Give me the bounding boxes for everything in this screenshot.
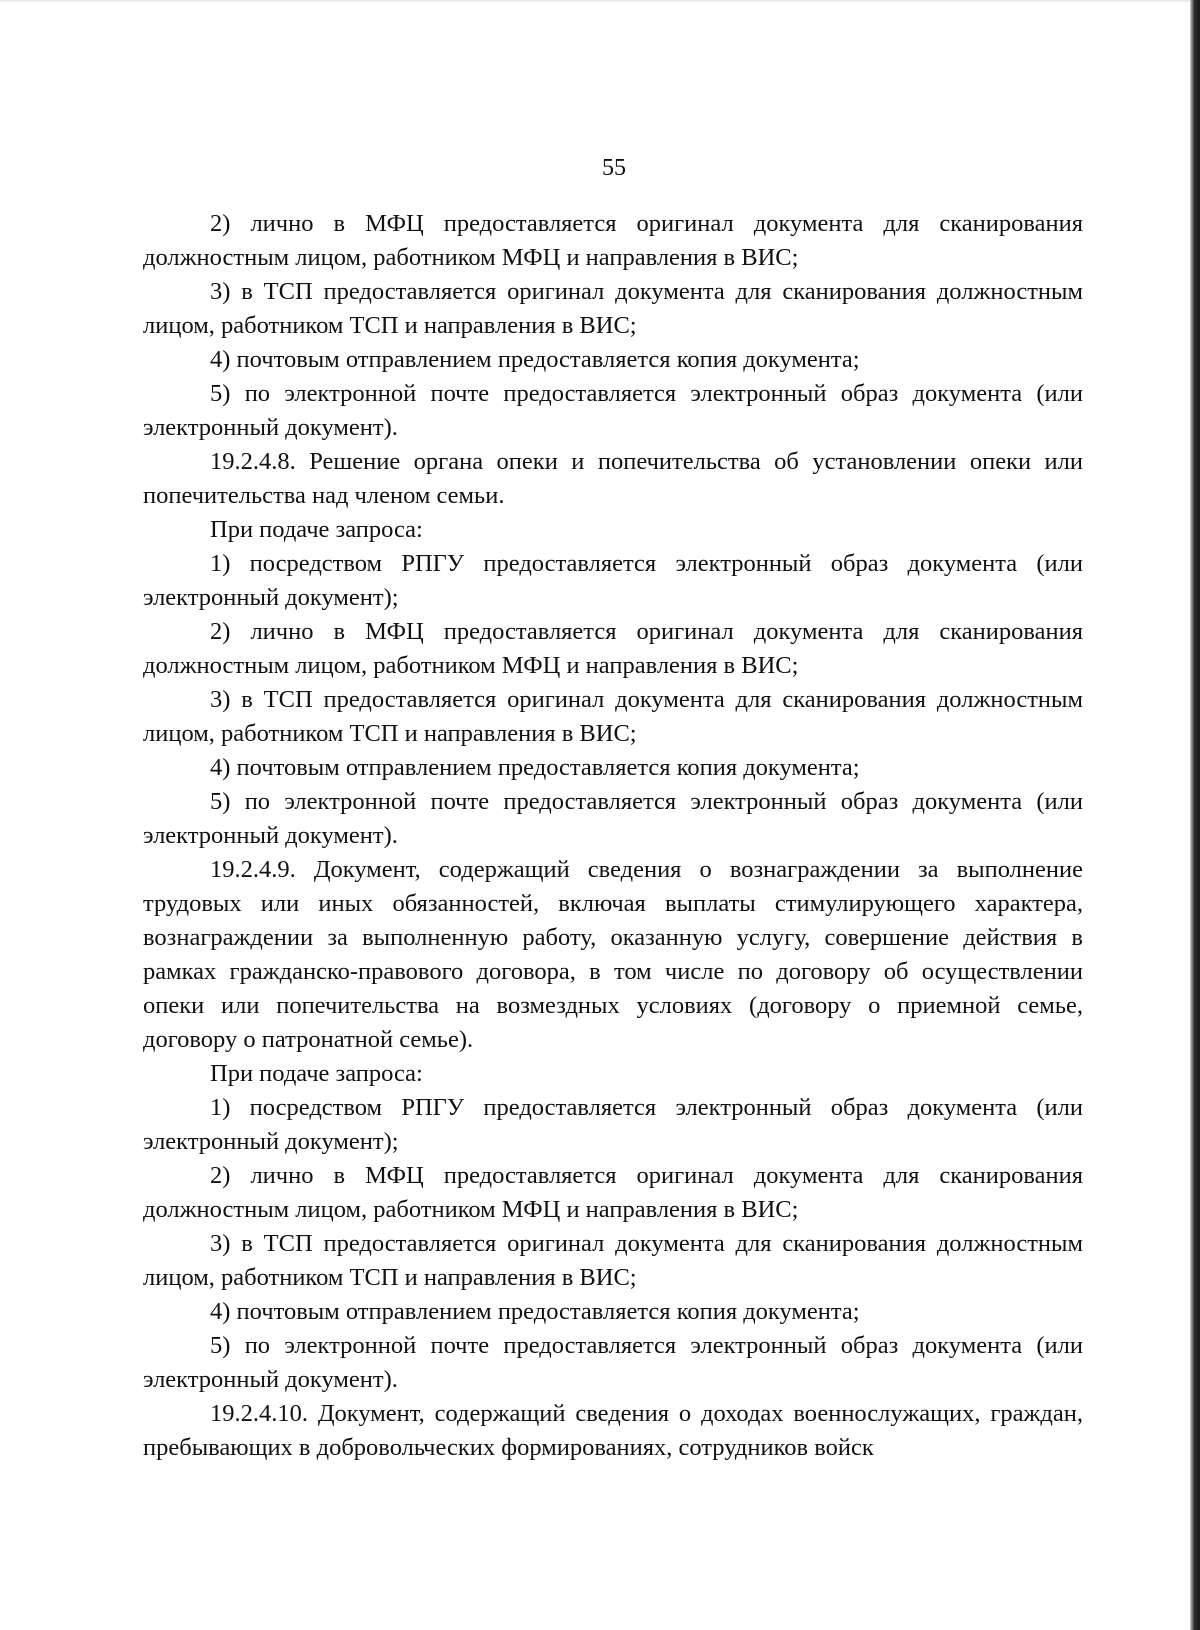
paragraph-section-19-2-4-10: 19.2.4.10. Документ, содержащий сведения о доходах военнослужащих, граждан, пребывающих в добровольческих формированиях, сотрудников войск bbox=[143, 1400, 1083, 1461]
paragraph-item-2-mfc: 2) лично в МФЦ предоставляется оригинал документа для сканирования должностным лицом, работником МФЦ и направления в ВИС; bbox=[143, 1162, 1083, 1223]
paragraph-item-5-email: 5) по электронной почте предоставляется электронный образ документа (или электронный документ). bbox=[143, 1332, 1083, 1393]
paragraph-item-3-tsp: 3) в ТСП предоставляется оригинал документа для сканирования должностным лицом, работником ТСП и направления в ВИС; bbox=[143, 686, 1083, 747]
scan-top-edge bbox=[0, 0, 1190, 3]
document-body bbox=[143, 207, 1083, 1465]
paragraph-item-4-post: 4) почтовым отправлением предоставляется копия документа; bbox=[210, 754, 860, 781]
paragraph-item-5-email: 5) по электронной почте предоставляется электронный образ документа (или электронный документ). bbox=[143, 788, 1083, 849]
scan-right-edge bbox=[1190, 0, 1200, 1630]
paragraph-section-19-2-4-8: 19.2.4.8. Решение органа опеки и попечительства об установлении опеки или попечительства над членом семьи. bbox=[143, 448, 1083, 509]
paragraph-item-2-mfc: 2) лично в МФЦ предоставляется оригинал документа для сканирования должностным лицом, работником МФЦ и направления в ВИС; bbox=[143, 618, 1083, 679]
paragraph-item-1-rpgu: 1) посредством РПГУ предоставляется электронный образ документа (или электронный документ); bbox=[143, 1094, 1083, 1155]
paragraph-request-intro: При подаче запроса: bbox=[210, 516, 423, 543]
paragraph-item-4-post: 4) почтовым отправлением предоставляется копия документа; bbox=[210, 346, 860, 373]
paragraph-item-2-mfc: 2) лично в МФЦ предоставляется оригинал документа для сканирования должностным лицом, работником МФЦ и направления в ВИС; bbox=[143, 210, 1083, 271]
paragraph-item-3-tsp: 3) в ТСП предоставляется оригинал документа для сканирования должностным лицом, работником ТСП и направления в ВИС; bbox=[143, 1230, 1083, 1291]
paragraph-item-5-email: 5) по электронной почте предоставляется электронный образ документа (или электронный документ). bbox=[143, 380, 1083, 441]
page-number: 55 bbox=[602, 155, 626, 181]
paragraph-item-1-rpgu: 1) посредством РПГУ предоставляется электронный образ документа (или электронный документ); bbox=[143, 550, 1083, 611]
paragraph-section-19-2-4-9: 19.2.4.9. Документ, содержащий сведения о вознаграждении за выполнение трудовых или иных обязанностей, включая выплаты стимулирующего характера, вознаграждении за выполненную работу, оказанную услугу, совершение действия в рамках гражданско-правового договора, в том числе по договору об осуществлении опеки или попечительства на возмездных условиях (договору о приемной семье, договору о патронатной семье). bbox=[143, 856, 1083, 1053]
paragraph-item-3-tsp: 3) в ТСП предоставляется оригинал документа для сканирования должностным лицом, работником ТСП и направления в ВИС; bbox=[143, 278, 1083, 339]
paragraph-item-4-post: 4) почтовым отправлением предоставляется копия документа; bbox=[210, 1298, 860, 1325]
paragraph-request-intro: При подаче запроса: bbox=[210, 1060, 423, 1087]
